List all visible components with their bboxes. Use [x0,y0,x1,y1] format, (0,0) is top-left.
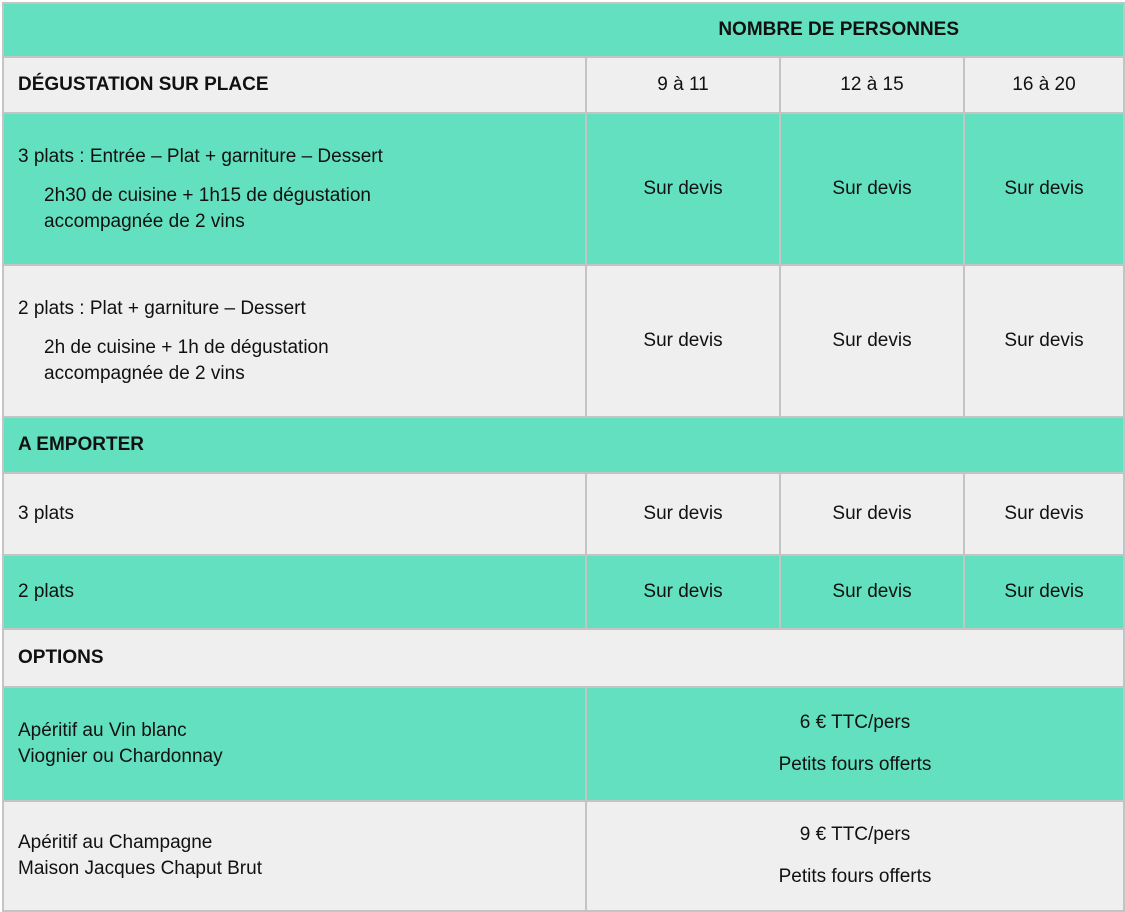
option-line: Viognier ou Chardonnay [18,746,223,767]
header-title: NOMBRE DE PERSONNES [3,3,1124,57]
price-cell: Sur devis [780,555,964,629]
emporter-header-row [3,417,1124,473]
option-price-cell [586,801,1124,911]
option-note: Petits fours offerts [778,866,932,887]
price-cell: Sur devis [964,555,1124,629]
row-label [3,265,586,417]
option-note: Petits fours offerts [778,754,932,775]
price-cell: Sur devis [964,473,1124,555]
option-line: Maison Jacques Chaput Brut [18,858,262,879]
table-row [3,473,1124,555]
price-cell: Sur devis [780,265,964,417]
table-row [3,555,1124,629]
header-row [3,3,1124,57]
option-line: Apéritif au Vin blanc [18,720,187,742]
degustation-header-row [3,57,1124,113]
column-header: 12 à 15 [780,57,964,113]
price-cell: Sur devis [964,265,1124,417]
pricing-table [2,2,1125,912]
price-cell: Sur devis [586,473,780,555]
table-row [3,687,1124,801]
row-detail-line: 2h30 de cuisine + 1h15 de dégustation [44,185,371,207]
option-label [3,687,586,801]
row-title: 2 plats [3,555,586,629]
column-header: 16 à 20 [964,57,1124,113]
row-detail-line: 2h de cuisine + 1h de dégustation [44,337,329,359]
section-title-emporter: A EMPORTER [3,417,1124,473]
row-label [3,113,586,265]
price-cell: Sur devis [586,113,780,265]
table-row [3,801,1124,911]
row-detail-line: accompagnée de 2 vins [44,210,245,232]
row-detail [18,183,585,234]
price-cell: Sur devis [586,265,780,417]
section-title-degustation: DÉGUSTATION SUR PLACE [3,57,586,113]
options-header-row [3,629,1124,687]
row-detail-line: accompagnée de 2 vins [44,362,245,384]
column-header: 9 à 11 [586,57,780,113]
option-line: Apéritif au Champagne [18,832,213,854]
section-title-options: OPTIONS [3,629,1124,687]
option-price-cell [586,687,1124,801]
price-cell: Sur devis [780,473,964,555]
price-cell: Sur devis [964,113,1124,265]
row-title: 2 plats : Plat + garniture – Dessert [18,297,306,319]
table-row [3,265,1124,417]
row-title: 3 plats : Entrée – Plat + garniture – Dessert [18,145,383,167]
option-label [3,801,586,911]
row-detail [18,335,585,386]
option-price: 9 € TTC/pers [799,824,911,846]
table-row [3,113,1124,265]
price-cell: Sur devis [586,555,780,629]
row-title: 3 plats [3,473,586,555]
price-cell: Sur devis [780,113,964,265]
option-price: 6 € TTC/pers [799,712,911,734]
